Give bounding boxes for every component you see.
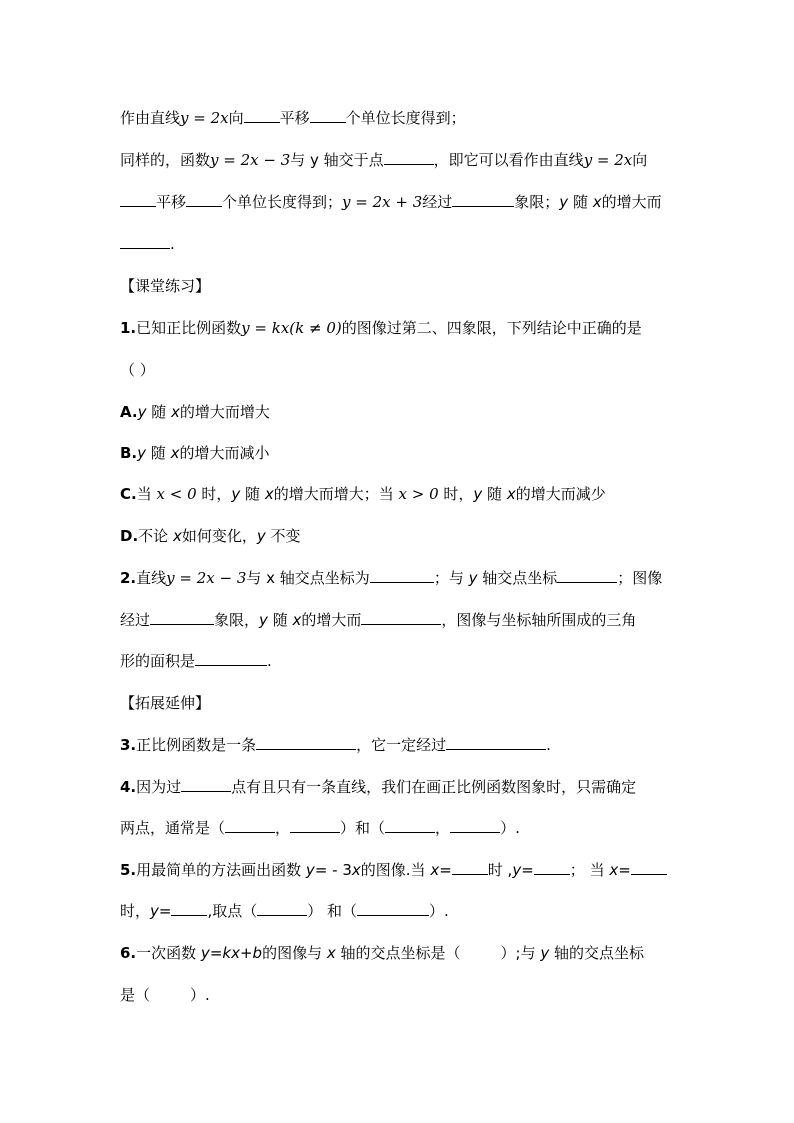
var: x (172, 527, 182, 545)
var: kx (222, 944, 240, 962)
text: . (170, 235, 175, 253)
var: y (559, 193, 569, 211)
answer-blank[interactable] (631, 860, 667, 875)
text: 已知正比例函数 (136, 319, 242, 337)
var: y (137, 403, 147, 421)
text: 经过 (422, 193, 453, 211)
text: 点有且只有一条直线，我们在画正比例函数图象时，只需确定 (231, 778, 637, 796)
answer-blank[interactable] (120, 234, 170, 249)
text: 向 (632, 151, 648, 169)
option-label: C. (120, 485, 137, 503)
var: y (259, 611, 268, 629)
text: ，图像与坐标轴所围成的三角 (441, 611, 637, 629)
question-5 (120, 858, 676, 882)
answer-blank[interactable] (384, 150, 434, 165)
text: 随 (482, 485, 507, 503)
text: 随 (267, 611, 293, 629)
answer-blank[interactable] (195, 651, 267, 666)
text: 因为过 (136, 778, 182, 796)
intro-line-3 (120, 190, 676, 214)
text: 的增大而减少 (515, 485, 606, 503)
text: 个单位长度得到； (345, 109, 466, 127)
var: b (252, 944, 263, 962)
question-1 (120, 316, 676, 340)
text: 轴的交点坐标是（ (335, 944, 461, 962)
text: 当 (136, 485, 157, 503)
question-4 (120, 775, 676, 799)
var: y (512, 861, 522, 879)
text: 的增大而增大 (179, 403, 270, 421)
text: 轴的交点坐标 (549, 944, 645, 962)
answer-blank[interactable] (370, 568, 434, 583)
text: . (546, 736, 551, 754)
text: 随 (146, 403, 172, 421)
option-a[interactable] (120, 400, 676, 424)
math-expr: y = 2x − 3 (166, 569, 247, 587)
text: 的增大而减小 (179, 444, 270, 462)
text: 直线 (136, 569, 167, 587)
var: x (292, 611, 302, 629)
var: y (137, 444, 147, 462)
answer-blank[interactable] (290, 818, 340, 833)
text: ）. (500, 819, 520, 837)
intro-line-2 (120, 148, 676, 172)
answer-blank[interactable] (244, 108, 280, 123)
text: 不论 (138, 527, 173, 545)
question-5-cont (120, 899, 676, 923)
answer-blank[interactable] (357, 901, 429, 916)
text: ， (435, 819, 451, 837)
var: x (170, 444, 180, 462)
question-6 (120, 941, 676, 965)
var: y (231, 485, 241, 503)
text: 随 (146, 444, 171, 462)
question-1-answer-paren[interactable]: （ ） (120, 361, 155, 379)
intro-line-4 (120, 232, 676, 256)
text: ； 当 (569, 861, 610, 879)
text: 与 x 轴交点坐标为 (246, 569, 370, 587)
text: 随 (568, 193, 593, 211)
text: = (158, 902, 172, 920)
math-expr: y = 2x − 3 (210, 151, 291, 169)
var: x (592, 193, 602, 211)
text: 象限； (514, 193, 560, 211)
answer-blank[interactable] (186, 192, 222, 207)
text: 向 (228, 109, 244, 127)
question-6-cont (120, 983, 676, 1007)
text: 的图像.当 (360, 861, 431, 879)
text: ；图像 (617, 569, 663, 587)
answer-blank[interactable] (181, 777, 231, 792)
option-b[interactable] (120, 441, 676, 465)
text: = (521, 861, 534, 879)
text: ，即它可以看作由直线 (433, 151, 584, 169)
option-c[interactable] (120, 482, 676, 506)
text: = (209, 944, 223, 962)
answer-blank[interactable] (452, 860, 488, 875)
var: x (326, 944, 336, 962)
var: y (200, 944, 210, 962)
text: 平移 (156, 193, 187, 211)
question-number: 3. (120, 736, 137, 754)
math-expr: y = 2x (583, 151, 633, 169)
text: 随 (240, 485, 265, 503)
answer-blank[interactable] (452, 192, 514, 207)
option-label: D. (120, 527, 139, 545)
var: x (171, 403, 180, 421)
math-expr: y = 2x (180, 109, 229, 127)
text: 时， (120, 902, 151, 920)
text: 与 y 轴交于点 (290, 151, 384, 169)
text: 经过 (120, 611, 151, 629)
text: = (439, 861, 452, 879)
text: 用最简单的方法画出函数 (136, 861, 306, 879)
text: ）;与 (500, 944, 541, 962)
text: ， (275, 819, 291, 837)
text: ） 和（ (307, 902, 358, 920)
answer-blank[interactable] (171, 901, 207, 916)
question-2-cont (120, 608, 676, 632)
var: y (150, 902, 159, 920)
math-expr: x < 0 (156, 485, 197, 503)
var: x (430, 861, 440, 879)
text: 正比例函数是一条 (136, 736, 257, 754)
math-expr: x > 0 (398, 485, 439, 503)
var: y (473, 485, 483, 503)
text: 形的面积是 (120, 652, 196, 670)
question-number: 4. (120, 778, 137, 796)
text: 的增大而 (301, 611, 362, 629)
text: 如何变化， (181, 527, 257, 545)
text: ,取点（ (207, 902, 258, 920)
answer-blank[interactable] (120, 192, 156, 207)
text: 的增大而增大；当 (273, 485, 399, 503)
option-label: B. (120, 444, 138, 462)
question-2-cont-2 (120, 649, 676, 673)
text: 作由直线 (120, 109, 181, 127)
var: y (256, 527, 266, 545)
answer-blank[interactable] (385, 818, 435, 833)
answer-blank[interactable] (150, 610, 214, 625)
answer-blank[interactable] (534, 860, 570, 875)
text: 时 , (487, 861, 513, 879)
math-expr: y = 2x + 3 (342, 193, 423, 211)
question-4-cont (120, 816, 676, 840)
question-number: 2. (120, 569, 137, 587)
text: = (618, 861, 631, 879)
text: 的图像过第二、四象限，下列结论中正确的是 (341, 319, 642, 337)
text: 同样的，函数 (120, 151, 211, 169)
answer-blank[interactable] (557, 568, 617, 583)
section-heading-practice: 【课堂练习】 (120, 277, 211, 295)
text: ）. (429, 902, 449, 920)
option-label: A. (120, 403, 138, 421)
question-number: 6. (120, 944, 137, 962)
text: . (267, 652, 272, 670)
text: 个单位长度得到； (222, 193, 343, 211)
text: 的图像与 (262, 944, 327, 962)
answer-blank[interactable] (256, 735, 356, 750)
intro-line-1 (120, 106, 676, 130)
text: = - 3 (314, 861, 352, 879)
text: + (239, 944, 253, 962)
var: x (264, 485, 274, 503)
text: 一次函数 (136, 944, 201, 962)
text: 象限， (214, 611, 260, 629)
text: ，它一定经过 (356, 736, 447, 754)
var: x (506, 485, 516, 503)
text: 平移 (279, 109, 310, 127)
text: ）和（ (340, 819, 386, 837)
text: 两点，通常是（ (120, 819, 226, 837)
answer-blank[interactable] (257, 901, 307, 916)
question-2 (120, 566, 676, 590)
text: 时， (196, 485, 232, 503)
var: y (305, 861, 315, 879)
text: ）. (190, 986, 210, 1004)
var: y (540, 944, 550, 962)
text: 是（ (120, 986, 151, 1004)
section-heading-extension: 【拓展延伸】 (120, 694, 211, 712)
answer-blank[interactable] (310, 108, 346, 123)
answer-blank[interactable] (225, 818, 275, 833)
text: ；与 (433, 569, 469, 587)
question-number: 1. (120, 319, 137, 337)
var: y (468, 569, 478, 587)
question-3 (120, 733, 676, 757)
text: 时， (438, 485, 474, 503)
answer-blank[interactable] (361, 610, 441, 625)
text: 轴交点坐标 (477, 569, 558, 587)
question-number: 5. (120, 861, 137, 879)
text: 的增大而 (601, 193, 662, 211)
answer-blank[interactable] (450, 818, 500, 833)
math-expr: y = kx(k ≠ 0) (241, 319, 342, 337)
option-d[interactable] (120, 524, 676, 548)
var: x (351, 861, 361, 879)
answer-blank[interactable] (446, 735, 546, 750)
var: x (609, 861, 619, 879)
text: 不变 (265, 527, 301, 545)
